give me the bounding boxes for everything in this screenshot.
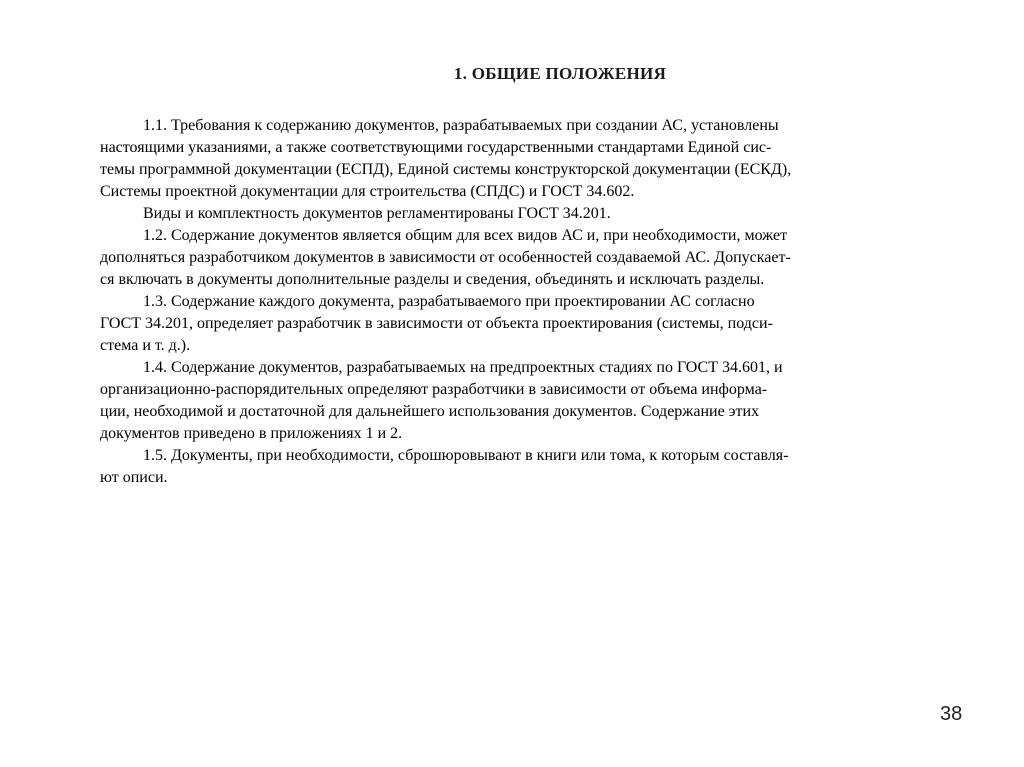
text-line: организационно-распорядительных определяют разработчики в зависимости от объема информа- bbox=[100, 381, 768, 398]
text-line: 1.2. Содержание документов является общим для всех видов АС и, при необходимости, может bbox=[143, 227, 788, 244]
page-number: 38 bbox=[940, 703, 963, 725]
text-line: темы программной документации (ЕСПД), Единой системы конструкторской документации (ЕСКД), bbox=[100, 161, 792, 178]
text-line: 1.5. Документы, при необходимости, сброшюровывают в книги или тома, к которым составля- bbox=[143, 447, 789, 464]
text-line: ГОСТ 34.201, определяет разработчик в зависимости от объекта проектирования (системы, подси- bbox=[100, 315, 773, 332]
text-line: ся включать в документы дополнительные разделы и сведения, объединять и исключать разделы. bbox=[100, 271, 765, 288]
text-line: настоящими указаниями, а также соответствующими государственными стандартами Единой сис- bbox=[100, 139, 772, 156]
section-title: 1. ОБЩИЕ ПОЛОЖЕНИЯ bbox=[453, 64, 667, 83]
document-page bbox=[100, 64, 980, 108]
text-line: дополняться разработчиком документов в зависимости от особенностей создаваемой АС. Допускает- bbox=[100, 249, 791, 266]
text-line: документов приведено в приложениях 1 и 2. bbox=[100, 425, 403, 442]
text-line: Виды и комплектность документов регламентированы ГОСТ 34.201. bbox=[143, 205, 611, 222]
text-line: 1.3. Содержание каждого документа, разрабатываемого при проектировании АС согласно bbox=[143, 293, 755, 310]
text-line: Системы проектной документации для строительства (СПДС) и ГОСТ 34.602. bbox=[100, 183, 635, 200]
text-line: стема и т. д.). bbox=[100, 337, 191, 354]
text-line: ции, необходимой и достаточной для дальнейшего использования документов. Содержание этих bbox=[100, 403, 760, 420]
text-line: 1.4. Содержание документов, разрабатываемых на предпроектных стадиях по ГОСТ 34.601, и bbox=[143, 359, 783, 376]
text-line: ют описи. bbox=[100, 469, 168, 486]
text-line: 1.1. Требования к содержанию документов, разрабатываемых при создании АС, установлены bbox=[143, 117, 779, 134]
